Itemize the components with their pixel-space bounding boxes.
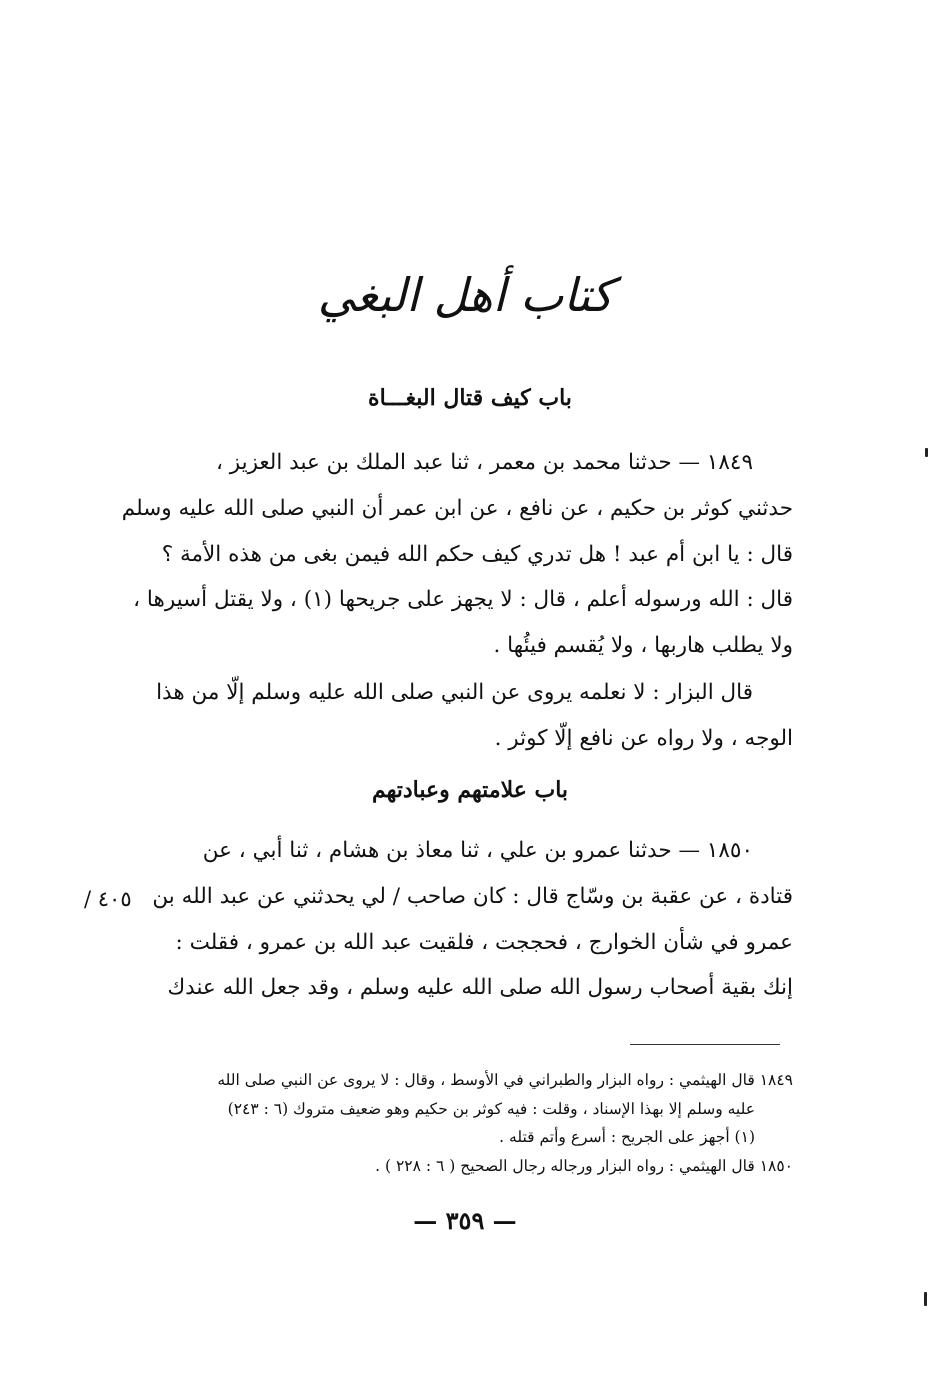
text-line: ١٨٤٩ — حدثنا محمد بن معمر ، ثنا عبد الملك بن عبد العزيز ،: [215, 450, 753, 475]
text-line: حدثني كوثر بن حكيم ، عن نافع ، عن ابن عمر أن النبي صلى الله عليه وسلم: [121, 495, 793, 521]
book-title: كتاب أهل البغي: [317, 268, 614, 322]
page-number: — ٣٥٩ —: [413, 1206, 517, 1235]
footnote-divider: [630, 1044, 780, 1045]
footnote-line: ١٨٤٩ قال الهيثمي : رواه البزار والطبراني في الأوسط ، وقال : لا يروى عن النبي صلى الله: [217, 1071, 793, 1089]
text-line: إنك بقية أصحاب رسول الله صلى الله عليه وسلم ، وقد جعل الله عندك: [167, 975, 793, 1001]
text-line: قال : يا ابن أم عبد ! هل تدري كيف حكم الله فيمن بغى من هذه الأمة ؟: [161, 541, 793, 567]
hadith-1849-paragraph: [121, 440, 793, 669]
scan-artifact-mark: [925, 448, 928, 457]
text-line: ولا يطلب هاربها ، ولا يُقسم فيئُها .: [493, 633, 793, 659]
footnote-line: (١) أجهز على الجريح : أسرع وأتم قتله .: [499, 1128, 755, 1146]
footnote-line: عليه وسلم إلا بهذا الإسناد ، وقلت : فيه كوثر بن حكيم وهو ضعيف متروك (٦ : ٢٤٣): [227, 1099, 755, 1118]
scan-artifact-mark: [924, 1292, 927, 1306]
text-line: قال : الله ورسوله أعلم ، قال : لا يجهز على جريحها (١) ، ولا يقتل أسيرها ،: [133, 587, 793, 613]
text-line: قتادة ، عن عقبة بن وسّاج قال : كان صاحب / لي يحدثني عن عبد الله بن: [152, 883, 793, 909]
footnotes: [145, 1066, 793, 1180]
margin-page-reference: ٤٠٥ /: [84, 887, 132, 911]
text-line: الوجه ، ولا رواه عن نافع إلّا كوثر .: [494, 725, 793, 751]
chapter-heading-2: باب علامتهم وعبادتهم: [371, 777, 569, 803]
text-line: ١٨٥٠ — حدثنا عمرو بن علي ، ثنا معاذ بن هشام ، ثنا أبي ، عن: [202, 838, 753, 863]
text-line: عمرو في شأن الخوارج ، فحججت ، فلقيت عبد الله بن عمرو ، فقلت :: [175, 929, 793, 955]
hadith-1850-paragraph: [148, 828, 793, 1011]
bazzar-comment-paragraph: [148, 670, 793, 762]
footnote-line: ١٨٥٠ قال الهيثمي : رواه البزار ورجاله رجال الصحيح ( ٦ : ٢٢٨ ) .: [375, 1156, 793, 1175]
text-line: قال البزار : لا نعلمه يروى عن النبي صلى الله عليه وسلم إلّا من هذا: [156, 680, 753, 705]
chapter-heading-1: باب كيف قتال البغـــاة: [368, 385, 572, 411]
